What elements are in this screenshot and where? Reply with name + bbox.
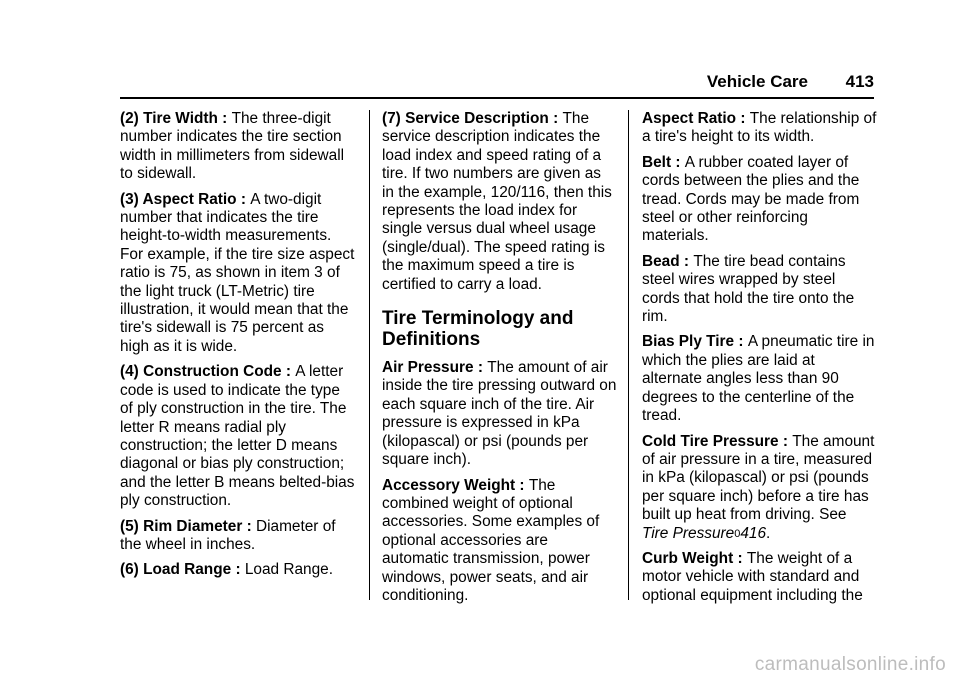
column-divider <box>628 110 629 600</box>
page-ref-arrow-icon: 0 <box>734 527 741 540</box>
column-divider <box>369 110 370 600</box>
page-number: 413 <box>845 72 874 91</box>
definition-entry: Curb Weight : The weight of a motor vehicle with standard and optional equipment including the <box>642 549 863 604</box>
definition-entry: (4) Construction Code : A letter code is used to indicate the type of ply construction in the tire. The letter R means radial ply construction; the letter D means diagonal or bias ply construction; and the letter B means belted-bias ply construction. <box>120 363 355 510</box>
definition-entry: (3) Aspect Ratio : A two-digit number that indicates the tire height-to-width measurements. For example, if the tire size aspect ratio is 75, as shown in item 3 of the light truck (LT-Metric) tire illustration, it would mean that the tire's sidewall is 75 percent as high as it is wide. <box>120 190 355 355</box>
definition-entry: Bias Ply Tire : A pneumatic tire in which the plies are laid at alternate angles less than 90 degrees to the centerline of the tread. <box>642 333 875 425</box>
definition-entry: (2) Tire Width : The three-digit number indicates the tire section width in millimeters from sidewall to sidewall. <box>120 110 345 183</box>
definition-entry: (7) Service Description : The service description indicates the load index and speed rating of a tire. If two numbers are given as in the example, 120/116, then this represents the load index for single versus dual wheel usage (single/dual). The speed rating is the maximum speed a tire is certified to carry a load. <box>382 110 612 293</box>
cross-reference-page[interactable]: 416 <box>740 524 767 542</box>
definition-entry: (6) Load Range : Load Range. <box>120 561 334 579</box>
definition-entry: Cold Tire Pressure : The amount of air pressure in a tire, measured in kPa (kilopascal) or psi (pounds per square inch) before a tire has built up heat from driving. See Tire Pressure0416. <box>642 432 875 542</box>
cross-reference-link[interactable]: Tire Pressure <box>642 524 735 542</box>
column-3 <box>642 110 877 612</box>
column-2 <box>382 110 617 612</box>
header-rule <box>120 97 874 99</box>
definition-entry: Aspect Ratio : The relationship of a tire's height to its width. <box>642 110 877 146</box>
definition-entry: Air Pressure : The amount of air inside the tire pressing outward on each square inch of the tire. Air pressure is expressed in kPa (kilopascal) or psi (pounds per square inch). <box>382 359 617 469</box>
watermark: carmanualsonline.info <box>754 654 946 675</box>
column-1 <box>120 110 355 587</box>
definition-entry: Accessory Weight : The combined weight of optional accessories. Some examples of optional accessories are automatic transmission, power windows, power seats, and air conditioning. <box>382 476 600 604</box>
section-title: Vehicle Care <box>706 72 808 91</box>
definition-entry: Bead : The tire bead contains steel wires wrapped by steel cords that hold the tire onto the rim. <box>642 252 855 326</box>
definition-entry: (5) Rim Diameter : Diameter of the wheel in inches. <box>120 517 336 553</box>
section-heading: Tire Terminology and Definitions <box>382 308 574 351</box>
definition-entry: Belt : A rubber coated layer of cords between the plies and the tread. Cords may be made from steel or other reinforcing materials. <box>642 153 860 245</box>
